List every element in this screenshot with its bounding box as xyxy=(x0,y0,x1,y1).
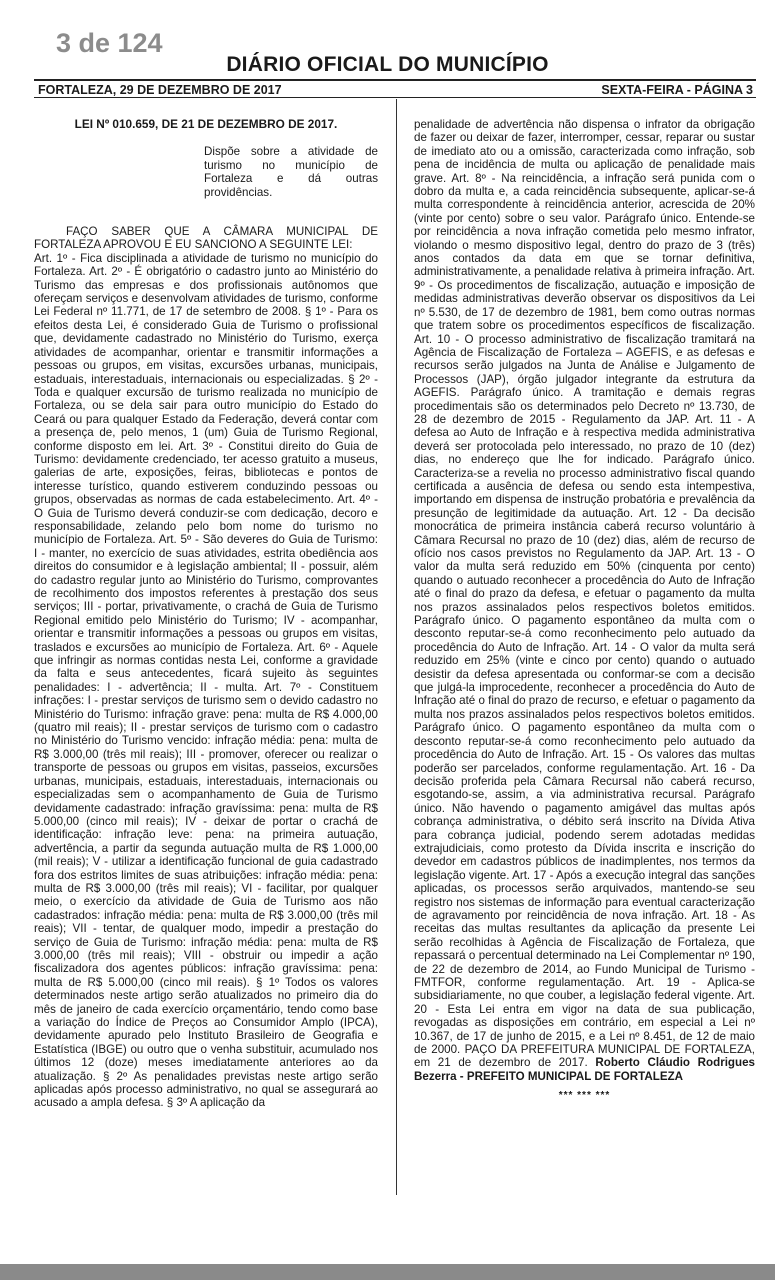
left-column xyxy=(34,118,378,1110)
viewer-bottom-bar xyxy=(0,1264,775,1280)
edition-page: SEXTA-FEIRA - PÁGINA 3 xyxy=(601,83,753,97)
law-body-left: Art. 1º - Fica disciplinada a atividade de turismo no município do Fortaleza. Art. 2º - É obrigatório o cadastro junto ao Ministério do Turismo das empresas e dos profissionais autônomos que ofereçam serviços e desenvolvam atividades de turismo, conforme Lei Federal nº 11.771, de 17 de setembro de 2008. § 1º - Para os efeitos desta Lei, é considerado Guia de Turismo o profissional que, devidamente cadastrado no Ministério do Turismo, exerça atividades de acompanhar, orientar e transmitir informações a pessoas ou grupos, em visitas, excursões urbanas, municipais, estaduais, interestaduais, internacionais ou especializadas. § 2º - Toda e qualquer excursão de turismo realizada no município de Fortaleza, ou se dela sair para outro município do Estado do Ceará ou para qualquer Estado da Federação, deverá contar com a presença de, pelo menos, 1 (um) Guia de Turismo Regional, conforme disposto em lei. Art. 3º - Constitui direito do Guia de Turismo: devidamente credenciado, ter acesso gratuito a museus, galerias de arte, exposições, feiras, bibliotecas e pontos de interesse turístico, quando estiverem conduzindo pessoas ou grupos, observadas as normas de cada estabelecimento. Art. 4º - O Guia de Turismo deverá conduzir-se com dedicação, decoro e responsabilidade, zelando pelo bom nome do turismo no município de Fortaleza. Art. 5º - São deveres do Guia de Turismo: I - manter, no exercício de suas atividades, estrita obediência aos direitos do consumidor e à legislação ambiental; II - possuir, além do cadastro regular junto ao Ministério do Turismo, comprovantes de recolhimento dos impostos referentes à prestação dos seus serviços; III - portar, privativamente, o crachá de Guia de Turismo Regional emitido pelo Ministério do Turismo; IV - acompanhar, orientar e transmitir informações a pessoas ou grupos em visitas, traslados e excursões ao município de Fortaleza. Art. 6º - Aquele que infringir as normas contidas nesta Lei, conforme a gravidade da falta e seus antecedentes, ficará sujeito às seguintes penalidades: I - advertência; II - multa. Art. 7º - Constituem infrações: I - prestar serviços de turismo sem o devido cadastro no Ministério do Turismo: infração grave: pena: multa de R$ 4.000,00 (quatro mil reais); II - prestar serviços de turismo com o cadastro no Ministério do Turismo vencido: infração média: pena: multa de R$ 3.000,00 (três mil reais); III - promover, oferecer ou realizar o transporte de pessoas ou grupos em visitas, passeios, excursões urbanas, municipais, estaduais, interestaduais, internacionais ou especializadas sem o acompanhamento de Guia de Turismo devidamente cadastrado: infração gravíssima: pena: multa de R$ 5.000,00 (cinco mil reais); IV - deixar de portar o crachá de identificação: infração leve: pena: na primeira autuação, advertência, a partir da segunda autuação multa de R$ 1.000,00 (mil reais); V - utilizar a identificação funcional de guia cadastrado fora dos estritos limites de suas atribuições: infração média: pena: multa de R$ 3.000,00 (três mil reais); VI - facilitar, por qualquer meio, o exercício da atividade de Guia de Turismo aos não cadastrados: infração média: pena: multa de R$ 3.000,00 (três mil reais); VII - tentar, de qualquer modo, impedir a prestação do serviço de Guia de Turismo: infração média: pena: multa de R$ 3.000,00 (três mil reais); VIII - obstruir ou impedir a ação fiscalizadora dos agentes públicos: infração gravíssima: pena: multa de R$ 5.000,00 (cinco mil reais). § 1º Todos os valores determinados neste artigo serão atualizados no primeiro dia do mês de janeiro de cada exercício orçamentário, tendo como base a variação do Índice de Preços ao Consumidor Amplo (IPCA), devidamente apurado pelo Instituto Brasileiro de Geografia e Estatística (IBGE) ou outro que o venha substituir, acumulado nos últimos 12 (doze) meses imediatamente anteriores ao da atualização. § 2º As penalidades previstas neste artigo serão aplicadas após processo administrativo, no qual se assegurará ao acusado a ampla defesa. § 3º A aplicação da xyxy=(34,251,378,1110)
end-mark: *** *** *** xyxy=(558,1090,611,1102)
newspaper-title: DIÁRIO OFICIAL DO MUNICÍPIO xyxy=(226,53,549,76)
edition-date: FORTALEZA, 29 DE DEZEMBRO DE 2017 xyxy=(38,83,282,97)
header-rule-top xyxy=(34,79,756,81)
header-rule-bottom xyxy=(34,97,756,98)
law-opening: FAÇO SABER QUE A CÂMARA MUNICIPAL DE FORTALEZA APROVOU E EU SANCIONO A SEGUINTE LEI: xyxy=(34,225,378,252)
page-counter: 3 de 124 xyxy=(56,28,163,58)
law-title: LEI Nº 010.659, DE 21 DE DEZEMBRO DE 2017. xyxy=(74,117,338,131)
column-divider xyxy=(396,99,397,1195)
law-body-right xyxy=(414,118,755,1083)
law-signature: Roberto Cláudio Rodrigues Bezerra - PREFEITO MUNICIPAL DE FORTALEZA xyxy=(414,1056,755,1083)
law-ementa: Dispõe sobre a atividade de turismo no município de Fortaleza e dá outras providências. xyxy=(204,145,378,199)
law-body-right-text: penalidade de advertência não dispensa o infrator da obrigação de fazer ou deixar de fazer, interromper, cessar, reparar ou sustar de imediato ato ou a omissão, caracterizada como infração, sob pena de incidência de multa ou aplicação de penalidade mais grave. Art. 8º - Na reincidência, a infração será punida com o dobro da multa e, a cada reincidência subsequente, aplicar-se-á multa correspondente à reincidência anterior, acrescida de 20% (vinte por cento) sobre o seu valor. Parágrafo único. Entende-se por reincidência a nova infração cometida pelo mesmo infrator, violando o mesmo dispositivo legal, dentro do prazo de 3 (três) anos contados da data em que se tornar definitiva, administrativamente, a penalidade relativa à primeira infração. Art. 9º - Os procedimentos de fiscalização, autuação e imposição de medidas administrativas deverão observar os dispositivos da Lei nº 5.530, de 17 de dezembro de 1981, bem como outras normas que tratem sobre os procedimentos específicos de fiscalização. Art. 10 - O processo administrativo de fiscalização tramitará na Agência de Fiscalização de Fortaleza – AGEFIS, e as defesas e recursos serão julgados na Junta de Análise e Julgamento de Processos (JAP), órgão julgador integrante da estrutura da AGEFIS. Parágrafo único. A tramitação e demais regras procedimentais são os determinados pelo Decreto nº 13.730, de 28 de dezembro de 2015 - Regulamento da JAP. Art. 11 - A defesa ao Auto de Infração e à respectiva medida administrativa deverá ser protocolada pelo interessado, no prazo de 10 (dez) dias, no endereço que lhe for indicado. Parágrafo único. Caracteriza-se a revelia no processo administrativo fiscal quando certificada a ausência de defesa ou sendo esta intempestiva, importando em dispensa de instrução probatória e prevalência da presunção de legitimidade da autuação. Art. 12 - Da decisão monocrática de primeira instância caberá recurso voluntário à Câmara Recursal no prazo de 10 (dez) dias, além de recurso de ofício nos casos previstos no Regulamento da JAP. Art. 13 - O valor da multa será reduzido em 50% (cinquenta por cento) quando o autuado reconhecer a procedência do Auto de Infração até o final do prazo da defesa, e efetuar o pagamento da multa nos prazos assinalados pelos respectivos boletos emitidos. Parágrafo único. O pagamento espontâneo da multa com o desconto reputar-se-á como reconhecimento pelo autuado da procedência do Auto de Infração. Art. 14 - O valor da multa será reduzido em 25% (vinte e cinco por cento) quando o autuado desistir da defesa apresentada ou conformar-se com a decisão que julgá-la improcedente, reconhecer a procedência do Auto de Infração até o final do prazo de recurso, e efetuar o pagamento da multa nos prazos assinalados pelos respectivos boletos emitidos. Parágrafo único. O pagamento espontâneo da multa com o desconto reputar-se-á como reconhecimento pelo autuado da procedência do Auto de Infração. Art. 15 - Os valores das multas poderão ser parcelados, conforme regulamentação. Art. 16 - Da decisão proferida pela Câmara Recursal não caberá recurso, esgotando-se, assim, a via administrativa recursal. Parágrafo único. Não havendo o pagamento amigável das multas após cobrança administrativa, o débito será inscrito na Dívida Ativa para cobrança judicial, podendo serem adotadas medidas extrajudiciais, como protesto da Dívida inscrita e inscrição do devedor em cadastros públicos de inadimplentes, nos termos da legislação vigente. Art. 17 - Após a execução integral das sanções aplicadas, os processos serão arquivados, mantendo-se seu registro nos sistemas de informação para eventual caracterização de agravamento por reincidência de nova infração. Art. 18 - As receitas das multas resultantes da aplicação da presente Lei serão recolhidas à Agência de Fiscalização de Fortaleza, que repassará o percentual determinado na Lei Complementar nº 190, de 22 de dezembro de 2014, ao Fundo Municipal de Turismo - FMTFOR, conforme regulamentação. Art. 19 - Aplica-se subsidiariamente, no que couber, a legislação federal vigente. Art. 20 - Esta Lei entra em vigor na data de sua publicação, revogadas as disposições em contrário, em especial a Lei nº 10.367, de 17 de junho de 2015, e a Lei nº 8.451, de 12 de maio de 2000. PAÇO DA PREFEITURA MUNICIPAL DE FORTALEZA, em 21 de dezembro de 2017. xyxy=(414,118,755,1070)
right-column xyxy=(414,118,755,1103)
